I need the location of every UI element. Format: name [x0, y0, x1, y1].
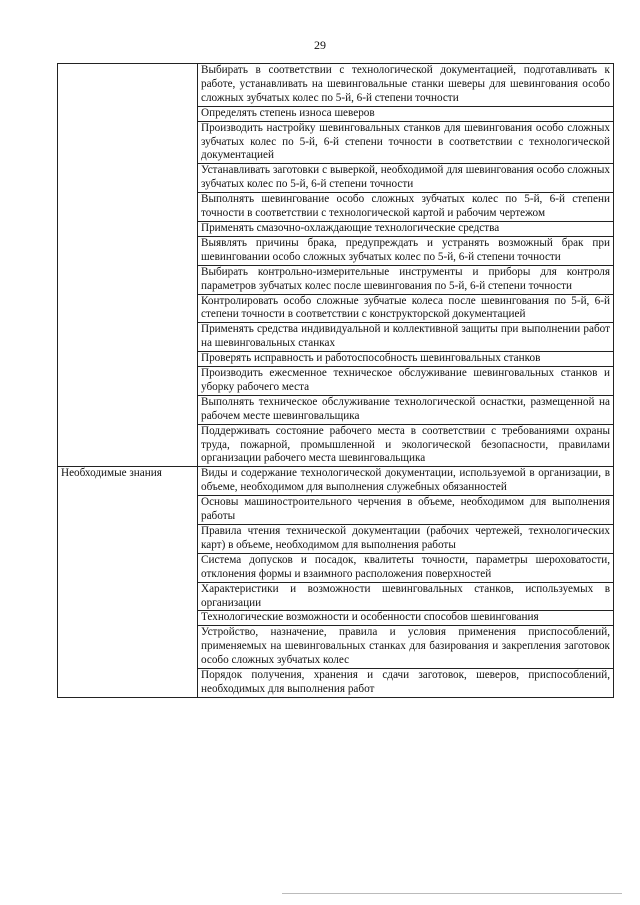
requirement-item: Определять степень износа шеверов	[198, 106, 614, 121]
requirement-item: Характеристики и возможности шевинговальных станков, используемых в организации	[198, 582, 614, 611]
table-row	[58, 467, 614, 496]
requirement-item: Основы машиностроительного черчения в объеме, необходимом для выполнения работы	[198, 496, 614, 525]
requirement-item: Проверять исправность и работоспособность шевинговальных станков	[198, 352, 614, 367]
skills-label-cell	[58, 64, 198, 467]
requirement-item: Порядок получения, хранения и сдачи заготовок, шеверов, приспособлений, необходимых для выполнения работ	[198, 669, 614, 698]
requirement-item: Выявлять причины брака, предупреждать и устранять возможный брак при шевинговании особо сложных зубчатых колес по 5-й, 6-й степени точности	[198, 236, 614, 265]
table-row	[58, 64, 614, 107]
section-label: Необходимые знания	[61, 467, 162, 480]
requirement-item: Правила чтения технической документации (рабочих чертежей, технологических карт) в объеме, необходимом для выполнения работы	[198, 525, 614, 554]
requirement-item: Производить ежесменное техническое обслуживание шевинговальных станков и уборку рабочего места	[198, 367, 614, 396]
requirement-item: Технологические возможности и особенности способов шевингования	[198, 611, 614, 626]
requirement-item: Применять средства индивидуальной и коллективной защиты при выполнении работ на шевинговальных станках	[198, 323, 614, 352]
requirement-item: Выбирать контрольно-измерительные инструменты и приборы для контроля параметров зубчатых колес после шевингования по 5-й, 6-й степени точности	[198, 265, 614, 294]
requirement-item: Производить настройку шевинговальных станков для шевингования особо сложных зубчатых колес по 5-й, 6-й степени точности в соответствии с технологической документацией	[198, 121, 614, 164]
requirement-item: Контролировать особо сложные зубчатые колеса после шевингования по 5-й, 6-й степени точности в соответствии с конструкторской документацией	[198, 294, 614, 323]
requirement-item: Устройство, назначение, правила и условия применения приспособлений, применяемых на шевинговальных станках для базирования и закрепления заготовок особо сложных зубчатых колес	[198, 626, 614, 669]
knowledge-label-cell	[58, 467, 198, 698]
requirement-item: Виды и содержание технологической документации, используемой в организации, в объеме, необходимом для выполнения служебных обязанностей	[198, 467, 614, 496]
page-bottom-rule	[282, 893, 622, 894]
requirement-item: Применять смазочно-охлаждающие технологические средства	[198, 221, 614, 236]
requirement-item: Устанавливать заготовки с выверкой, необходимой для шевингования особо сложных зубчатых колес по 5-й, 6-й степени точности	[198, 164, 614, 193]
requirement-item: Выполнять шевингование особо сложных зубчатых колес по 5-й, 6-й степени точности в соответствии с технологической картой и рабочим чертежом	[198, 193, 614, 222]
requirements-table	[57, 63, 614, 698]
requirement-item: Выполнять техническое обслуживание технологической оснастки, размещенной на рабочем месте шевинговальщика	[198, 395, 614, 424]
requirement-item: Система допусков и посадок, квалитеты точности, параметры шероховатости, отклонения формы и взаимного расположения поверхностей	[198, 553, 614, 582]
page-number: 29	[314, 38, 326, 52]
requirement-item: Поддерживать состояние рабочего места в соответствии с требованиями охраны труда, пожарной, промышленной и экологической безопасности, правилами организации рабочего места шевинговальщика	[198, 424, 614, 467]
requirement-item: Выбирать в соответствии с технологической документацией, подготавливать к работе, устанавливать на шевинговальные станки шеверы для шевингования особо сложных зубчатых колес по 5-й, 6-й степени точности	[198, 64, 614, 107]
